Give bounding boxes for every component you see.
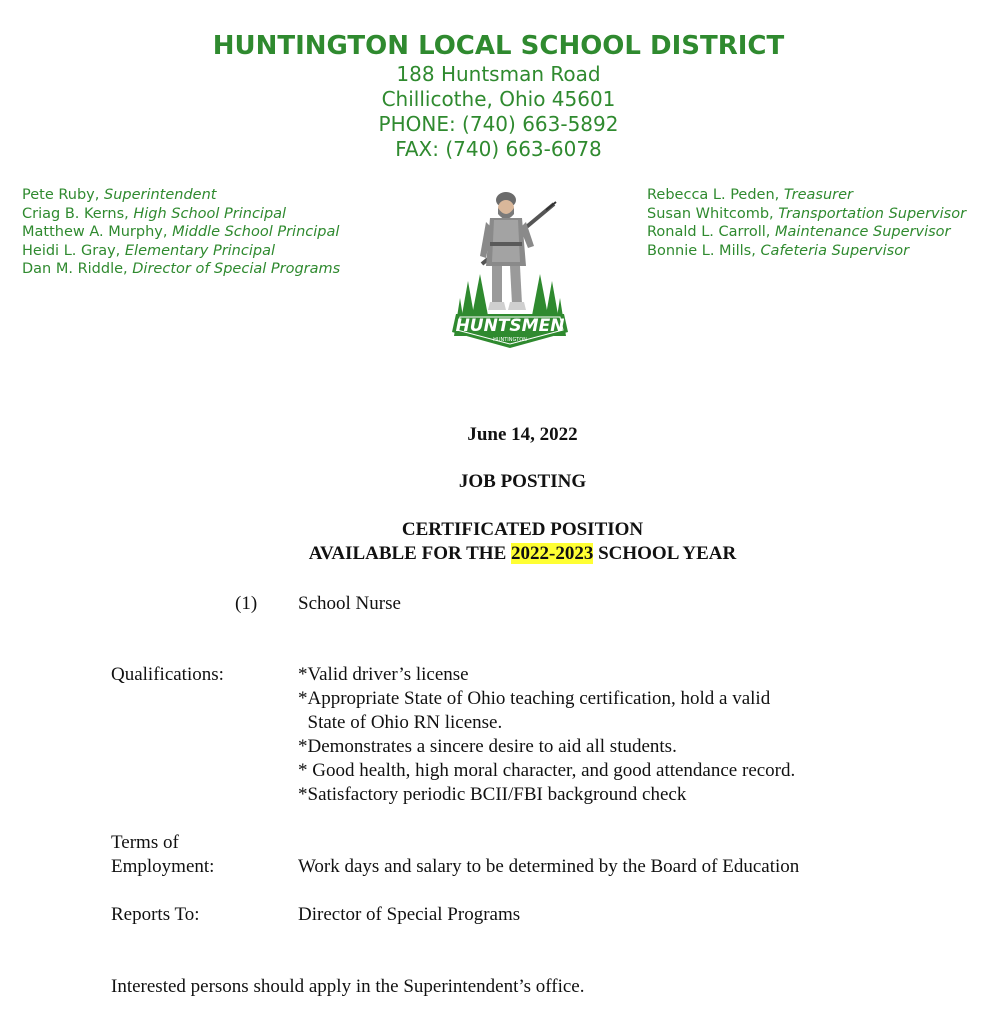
logo-text: HUNTSMEN: [455, 316, 565, 336]
address-line-2: Chillicothe, Ohio 45601: [381, 87, 616, 111]
qualification-item: * Good health, high moral character, and good attendance record.: [298, 760, 796, 781]
staff-entry: Bonnie L. Mills, Cafeteria Supervisor: [647, 242, 910, 259]
phone-number: PHONE: (740) 663-5892: [378, 112, 619, 136]
posting-subheading-2: AVAILABLE FOR THE 2022-2023 SCHOOL YEAR: [308, 543, 737, 564]
posting-date: June 14, 2022: [467, 424, 578, 445]
qualification-item: *Valid driver’s license: [298, 664, 469, 685]
fax-number: FAX: (740) 663-6078: [395, 137, 602, 161]
position-number: (1): [235, 593, 258, 614]
staff-entry: Criag B. Kerns, High School Principal: [22, 205, 287, 222]
qualification-item: *Demonstrates a sincere desire to aid all students.: [298, 736, 677, 757]
qualification-item: *Satisfactory periodic BCII/FBI background check: [298, 784, 687, 805]
staff-entry: Heidi L. Gray, Elementary Principal: [22, 242, 275, 259]
school-year-highlight: 2022-2023: [511, 543, 594, 564]
address-line-1: 188 Huntsman Road: [396, 62, 601, 86]
letterhead: [0, 30, 997, 162]
qualification-item: State of Ohio RN license.: [298, 712, 503, 733]
qualification-item: *Appropriate State of Ohio teaching certification, hold a valid: [298, 688, 771, 709]
reports-to-value: Director of Special Programs: [298, 904, 521, 925]
terms-value: Work days and salary to be determined by the Board of Education: [298, 856, 800, 877]
posting-subheading-1: CERTIFICATED POSITION: [401, 519, 644, 540]
staff-list-right: [647, 186, 966, 260]
staff-entry: Pete Ruby, Superintendent: [22, 187, 217, 203]
closing-statement: Interested persons should apply in the Superintendent’s office.: [111, 976, 585, 997]
huntsman-mascot-icon: [450, 186, 570, 352]
terms-label: Terms of Employment:: [111, 832, 215, 877]
staff-entry: Rebecca L. Peden, Treasurer: [647, 187, 853, 203]
reports-to-label: Reports To:: [111, 904, 200, 925]
staff-entry: Ronald L. Carroll, Maintenance Supervisor: [647, 224, 951, 240]
qualifications-list: [298, 663, 795, 807]
logo-subtext: HUNTINGTON: [493, 337, 527, 343]
staff-entry: Matthew A. Murphy, Middle School Principal: [22, 224, 340, 240]
staff-entry: Susan Whitcomb, Transportation Supervisor: [647, 205, 967, 222]
posting-heading: JOB POSTING: [458, 471, 587, 492]
staff-list-left: [22, 186, 340, 279]
position-title: School Nurse: [298, 593, 401, 614]
district-name: HUNTINGTON LOCAL SCHOOL DISTRICT: [212, 31, 785, 61]
qualifications-label: Qualifications:: [111, 664, 224, 685]
staff-entry: Dan M. Riddle, Director of Special Programs: [22, 261, 341, 277]
